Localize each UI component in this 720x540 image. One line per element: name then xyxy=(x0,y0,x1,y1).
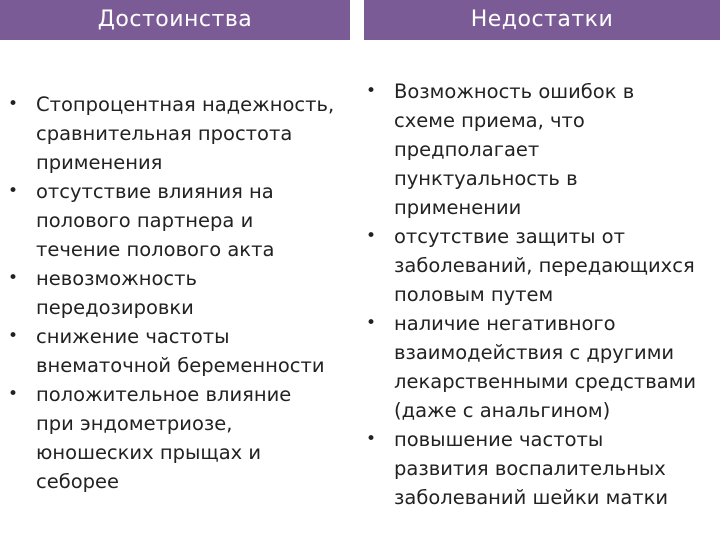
disadvantage-item xyxy=(364,77,720,222)
advantage-item xyxy=(6,177,354,264)
advantage-item-line: полового партнера и xyxy=(36,209,254,232)
advantage-item-line: • снижение частоты xyxy=(36,325,230,348)
disadvantage-item-line: (даже с анальгином) xyxy=(394,399,611,422)
disadvantage-item-line: половым путем xyxy=(394,283,554,306)
disadvantage-item-line: схеме приема, что xyxy=(394,109,585,132)
advantage-item-line: • положительное влияние xyxy=(36,383,292,406)
advantages-list xyxy=(6,90,354,496)
disadvantage-item-line: взаимодействия с другими xyxy=(394,341,675,364)
advantage-item-line: течение полового акта xyxy=(36,238,275,261)
disadvantage-item-line: • отсутствие защиты от xyxy=(394,225,625,248)
disadvantage-item-line: предполагает xyxy=(394,138,540,161)
advantage-item-line: внематочной беременности xyxy=(36,354,325,377)
disadvantage-item-line: развития воспалительных xyxy=(394,457,666,480)
disadvantage-item-line: заболеваний шейки матки xyxy=(394,486,669,509)
disadvantage-item-line: • повышение частоты xyxy=(394,428,604,451)
advantage-item-line: при эндометриозе, xyxy=(36,412,233,435)
disadvantage-item xyxy=(364,222,720,309)
advantage-item xyxy=(6,322,354,380)
disadvantage-item-line: • Возможность ошибок в xyxy=(394,80,635,103)
disadvantages-title: Недостатки xyxy=(470,7,614,32)
advantage-item xyxy=(6,264,354,322)
disadvantage-item-line: • наличие негативного xyxy=(394,312,616,335)
disadvantages-header xyxy=(364,0,720,40)
advantage-item-line: • отсутствие влияния на xyxy=(36,180,274,203)
disadvantages-list xyxy=(364,77,720,512)
disadvantage-item-line: заболеваний, передающихся xyxy=(394,254,695,277)
advantage-item-line: • невозможность xyxy=(36,267,197,290)
disadvantage-item-line: применении xyxy=(394,196,522,219)
advantage-item xyxy=(6,90,354,177)
disadvantage-item-line: пунктуальность в xyxy=(394,167,578,190)
advantages-title: Достоинства xyxy=(97,7,253,32)
advantage-item-line: передозировки xyxy=(36,296,194,319)
advantage-item-line: себорее xyxy=(36,470,120,493)
advantage-item-line: юношеских прыщах и xyxy=(36,441,262,464)
disadvantage-item-line: лекарственными средствами xyxy=(394,370,697,393)
advantage-item xyxy=(6,380,354,496)
advantage-item-line: сравнительная простота xyxy=(36,122,293,145)
advantages-header xyxy=(0,0,350,40)
disadvantage-item xyxy=(364,309,720,425)
disadvantage-item xyxy=(364,425,720,512)
advantage-item-line: применения xyxy=(36,151,163,174)
advantage-item-line: • Стопроцентная надежность, xyxy=(36,93,335,116)
